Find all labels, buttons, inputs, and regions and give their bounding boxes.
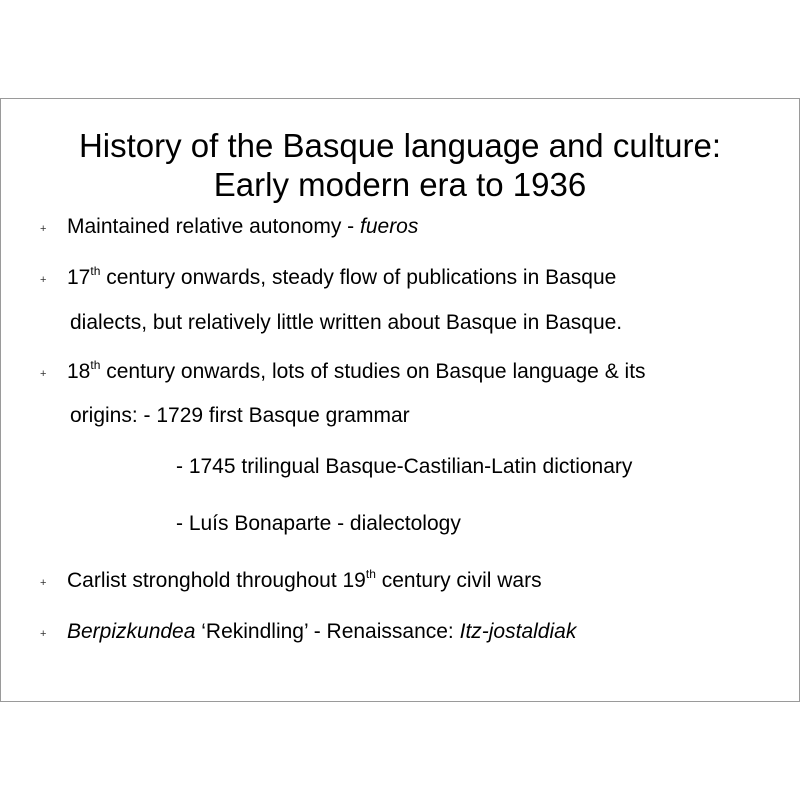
superscript: th <box>365 567 376 581</box>
bullet-text <box>67 619 576 645</box>
bullet-text <box>67 359 646 385</box>
title-line-1: History of the Basque language and culture: <box>78 127 722 164</box>
bullet-icon: + <box>40 274 47 286</box>
bullet-text-part: century civil wars <box>375 569 542 592</box>
bullet-text-part: Carlist stronghold throughout 19 <box>67 569 366 592</box>
sub-item-dialectology: - Luís Bonaparte - dialectology <box>176 512 461 535</box>
bullet-number: 17 <box>67 266 91 289</box>
bullet-text-part: century onwards, steady flow of publications in Basque <box>100 266 617 289</box>
title-line-2: Early modern era to 1936 <box>213 166 587 203</box>
bullet-text <box>67 265 616 291</box>
bullet-icon: + <box>40 368 47 380</box>
bullet-number: 18 <box>67 360 91 383</box>
slide-title <box>0 126 800 204</box>
bullet-text-italic: Berpizkundea <box>67 620 196 643</box>
bullet-text <box>67 214 418 240</box>
bullet-text-italic: fueros <box>360 215 419 238</box>
bullet-text-part: Maintained relative autonomy - <box>67 215 360 238</box>
bullet-text-italic: Itz-jostaldiak <box>459 620 577 643</box>
bullet-icon: + <box>40 628 47 640</box>
bullet-3-continuation: origins: - 1729 first Basque grammar <box>70 404 410 427</box>
superscript: th <box>90 358 101 372</box>
bullet-2-continuation: dialects, but relatively little written about Basque in Basque. <box>70 311 623 334</box>
sub-item-dictionary: - 1745 trilingual Basque-Castilian-Latin dictionary <box>176 455 633 478</box>
superscript: th <box>90 264 101 278</box>
bullet-icon: + <box>40 223 47 235</box>
bullet-text <box>67 568 542 594</box>
bullet-text-part: century onwards, lots of studies on Basque language & its <box>100 360 646 383</box>
bullet-icon: + <box>40 577 47 589</box>
bullet-text-part: ‘Rekindling’ - Renaissance: <box>195 620 460 643</box>
